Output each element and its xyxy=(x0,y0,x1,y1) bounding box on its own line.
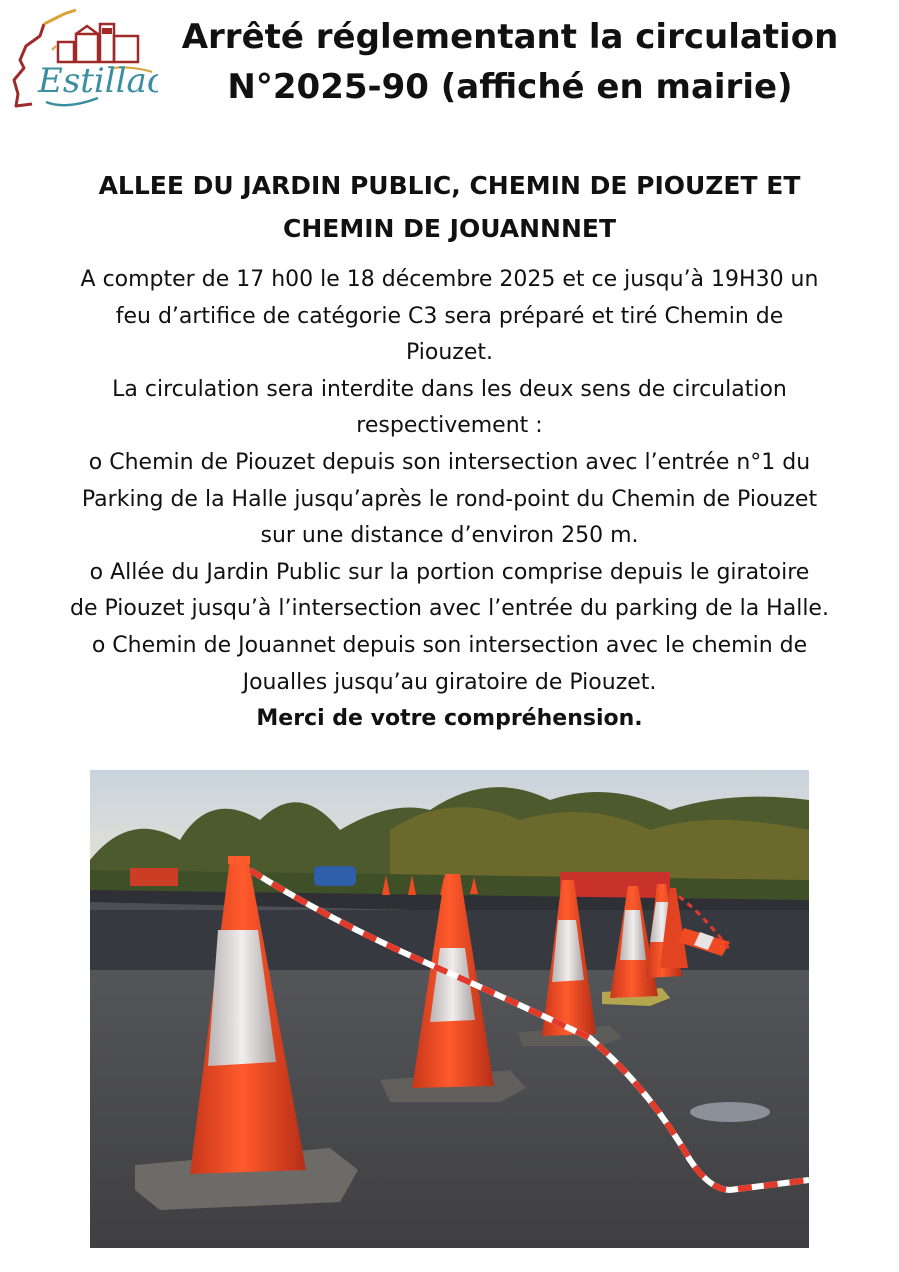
intro-line: Piouzet. xyxy=(405,340,493,366)
restriction-line: Joualles jusqu’au giratoire de Piouzet. xyxy=(242,669,657,695)
restriction-line: de Piouzet jusqu’à l’intersection avec l’entrée du parking de la Halle. xyxy=(70,596,829,622)
page-title xyxy=(150,12,870,112)
restriction-line: o Chemin de Piouzet depuis son intersection avec l’entrée n°1 du xyxy=(88,449,811,475)
streets-heading-line-1: ALLEE DU JARDIN PUBLIC, CHEMIN DE PIOUZET ET xyxy=(98,171,801,200)
restriction-line: Parking de la Halle jusqu’après le rond-point du Chemin de Piouzet xyxy=(81,486,818,512)
intro-line: La circulation sera interdite dans les deux sens de circulation xyxy=(112,376,787,402)
title-line-1: Arrêté réglementant la circulation xyxy=(181,17,839,57)
restriction-line: sur une distance d’environ 250 m. xyxy=(260,523,639,549)
intro-line: A compter de 17 h00 le 18 décembre 2025 et ce jusqu’à 19H30 un xyxy=(80,267,819,292)
logo-wordmark: Estillac xyxy=(38,61,158,101)
traffic-cones-photo xyxy=(90,770,809,1248)
restriction-line: o Allée du Jardin Public sur la portion comprise depuis le giratoire xyxy=(89,559,810,585)
estillac-logo xyxy=(6,6,158,110)
restriction-line: o Chemin de Jouannet depuis son intersection avec le chemin de xyxy=(91,632,808,658)
streets-heading-line-2: CHEMIN DE JOUANNNET xyxy=(282,214,617,243)
title-line-2: N°2025-90 (affiché en mairie) xyxy=(227,67,793,107)
notice-body xyxy=(14,262,885,738)
intro-line: respectivement : xyxy=(356,413,543,439)
closing-message: Merci de votre compréhension. xyxy=(256,706,643,732)
streets-heading xyxy=(20,164,879,250)
intro-line: feu d’artifice de catégorie C3 sera préparé et tiré Chemin de xyxy=(115,303,784,329)
